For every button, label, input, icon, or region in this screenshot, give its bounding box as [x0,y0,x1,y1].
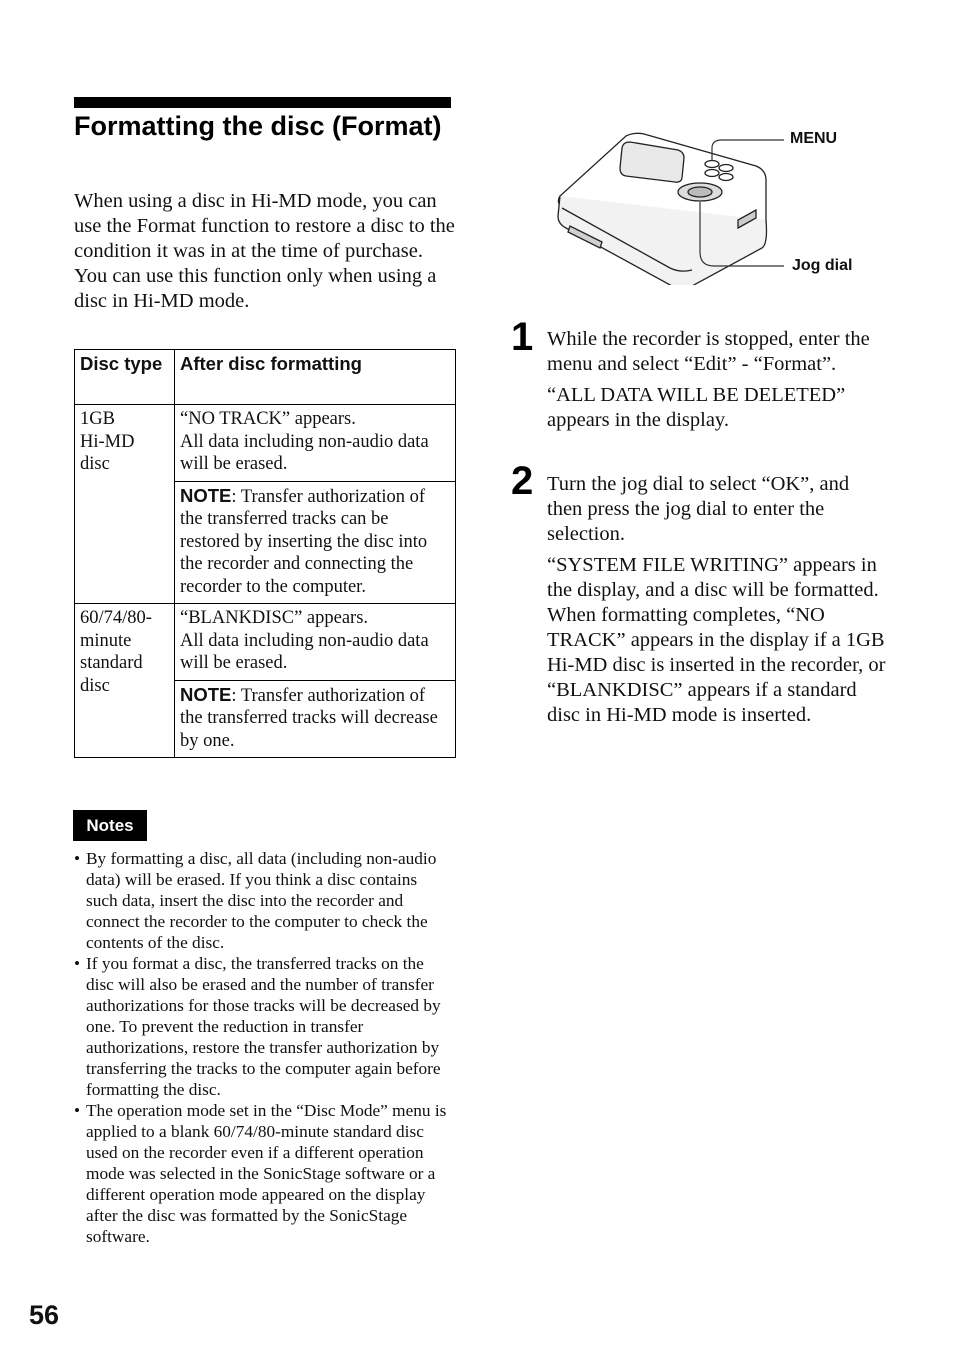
title-rule [74,97,451,108]
format-table [74,349,456,758]
note-text: : Transfer authorization of the transferred tracks can be restored by inserting the disc into the recorder and connecting the recorder to the computer. [180,486,428,597]
note-item-text: The operation mode set in the “Disc Mode” menu is applied to a blank 60/74/80-minute standard disc used on the recorder even if a different operation mode was selected in the SonicStage software or a different operation mode appeared on the display after the disc was formatted by the SonicStage software. [86,1101,447,1246]
table-row [75,405,456,482]
note-item [74,848,450,953]
table-row [75,604,456,681]
step-result: “SYSTEM FILE WRITING” appears in the display, and a disc will be formatted. [547,554,879,601]
jog-dial-label: Jog dial [792,257,853,274]
step-number: 2 [511,459,534,503]
notes-list [74,848,450,1247]
note-cell [175,680,456,758]
menu-label: MENU [790,130,838,147]
disc-type-cell: 60/74/80-minute standard disc [75,604,175,758]
intro-paragraph: You can use this function only when using a disc in Hi-MD mode. [74,265,437,312]
note-item-text: By formatting a disc, all data (including non-audio data) will be erased. If you think a disc contains such data, insert the disc into the recorder and connect the recorder to the computer to check the contents of the disc. [86,849,437,952]
bullet-icon: • [74,1101,81,1120]
header-after-formatting: After disc formatting [175,350,456,405]
page-title: Formatting the disc (Format) [74,111,442,141]
step-2 [547,472,887,728]
page-number: 56 [29,1300,60,1330]
note-item-text: If you format a disc, the transferred tracks on the disc will also be erased and the number of transfer authorizations for those tracks will be decreased by one. To prevent the reduction in transfer authorizations, restore the transfer authorization by transferring the tracks to the computer again before formatting the disc. [86,954,441,1099]
note-cell [175,481,456,604]
note-label: NOTE [180,683,232,705]
step-1 [547,327,887,433]
intro-paragraph: When using a disc in Hi-MD mode, you can use the Format function to restore a disc to the condition it was in at the time of purchase. [74,190,455,262]
step-result: When formatting completes, “NO TRACK” appears in the display if a 1GB Hi-MD disc is inserted in the recorder, or “BLANKDISC” appears if a standard disc in Hi-MD mode is inserted. [547,604,886,726]
note-text: : Transfer authorization of the transferred tracks will decrease by one. [180,685,438,751]
bullet-icon: • [74,954,81,973]
notes-badge: Notes [73,810,147,841]
header-disc-type: Disc type [75,350,175,405]
step-number: 1 [511,315,534,359]
table-header-row [75,350,456,405]
result-cell: “BLANKDISC” appears. All data including non-audio data will be erased. [175,604,456,681]
intro-text [74,189,456,314]
disc-type-cell: 1GB Hi-MD disc [75,405,175,604]
result-cell: “NO TRACK” appears. All data including non-audio data will be erased. [175,405,456,482]
step-instruction: Turn the jog dial to select “OK”, and then press the jog dial to enter the selection. [547,473,850,545]
step-result: “ALL DATA WILL BE DELETED” appears in the display. [547,384,846,431]
bullet-icon: • [74,849,81,868]
step-instruction: While the recorder is stopped, enter the menu and select “Edit” - “Format”. [547,328,870,375]
note-label: NOTE [180,484,232,506]
note-item [74,953,450,1100]
note-item [74,1100,450,1247]
